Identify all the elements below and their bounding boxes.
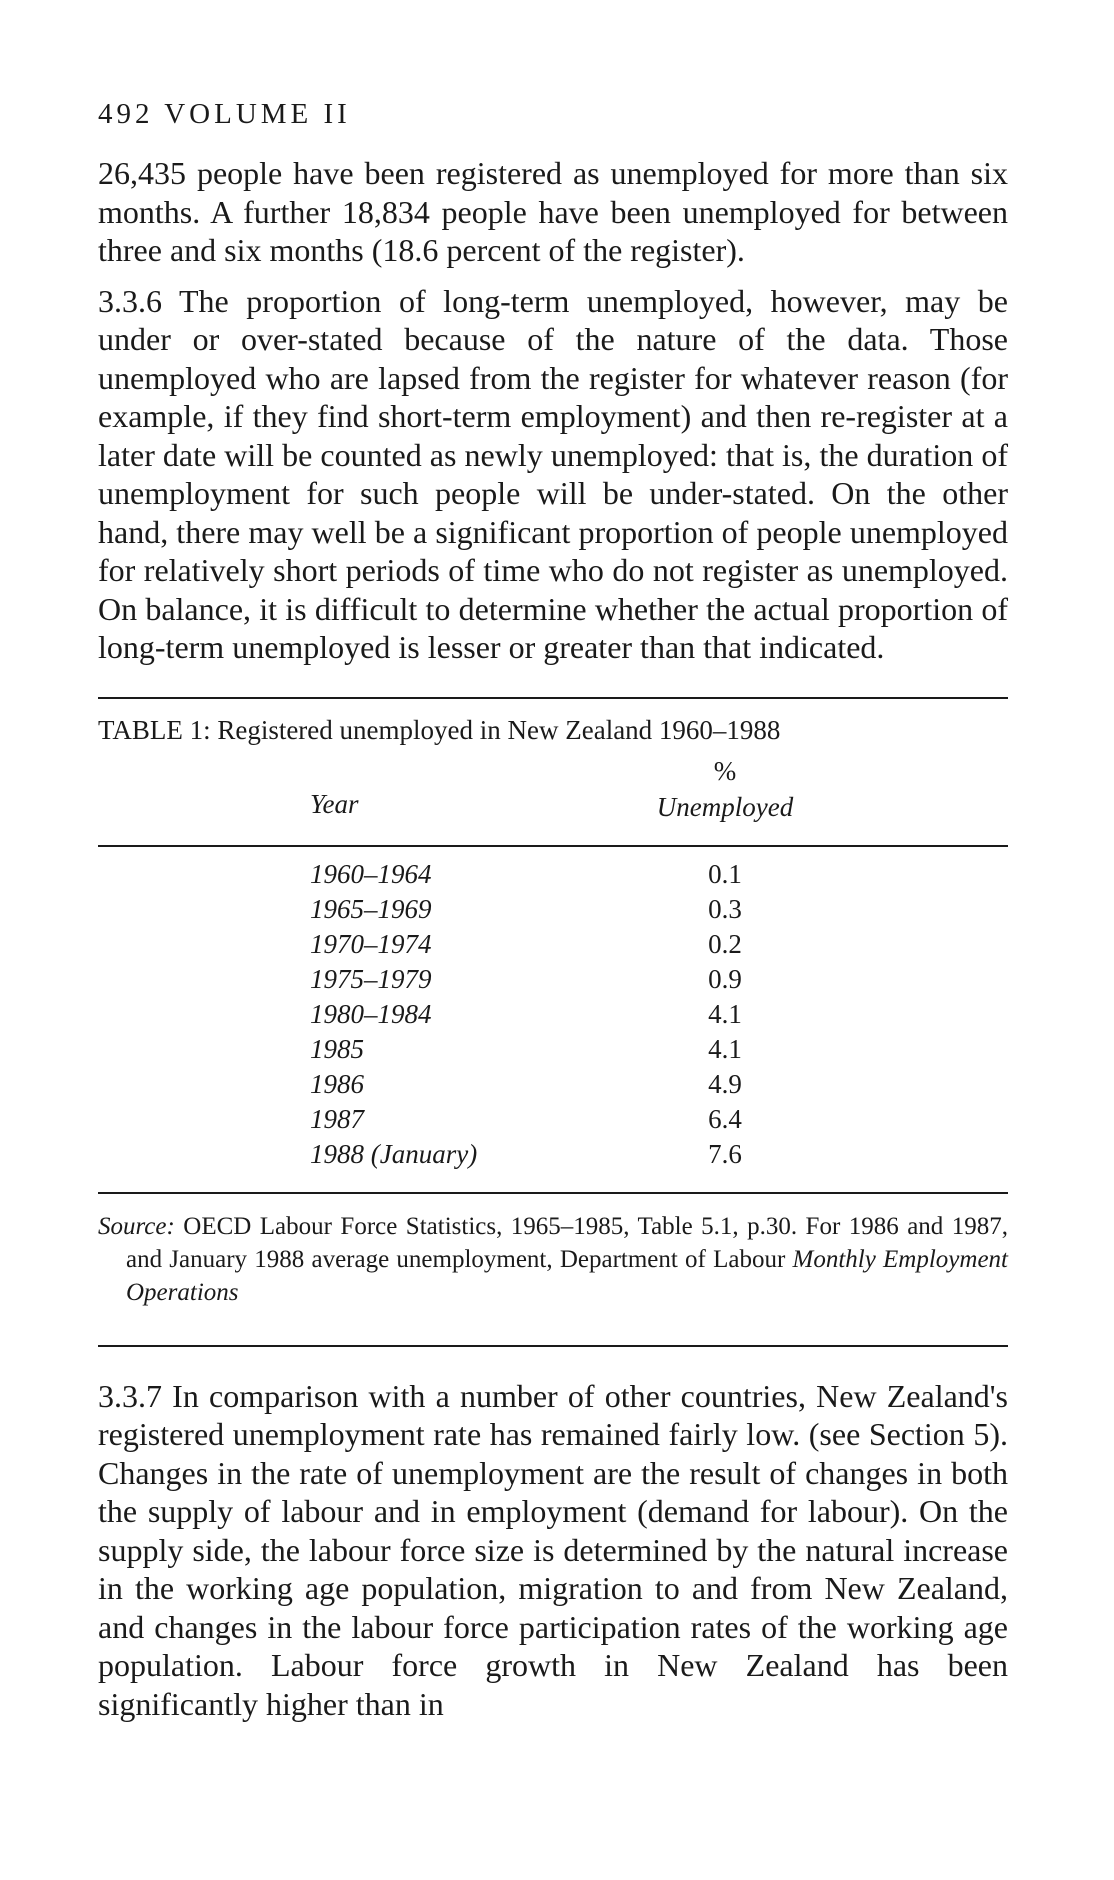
cell-year: 1975–1979 (310, 963, 432, 994)
table-row (98, 1102, 1008, 1137)
paragraph-3-3-7: 3.3.7 In comparison with a number of other countries, New Zealand's registered unemployment rate has remained fairly low. (see Section 5). Changes in the rate of unemployment are the result of changes in both the supply of labour and in employment (demand for labour). On the supply side, the labour force size is determined by the natural increase in the working age population, migration to and from New Zealand, and changes in the labour force participation rates of the working age population. Labour force growth in New Zealand has been significantly higher than in (98, 1377, 1008, 1722)
cell-year: 1986 (310, 1068, 364, 1099)
table-row (98, 1032, 1008, 1067)
cell-value: 0.2 (708, 928, 742, 959)
source-text: OECD Labour Force Statistics, 1965–1985, Table 5.1, p.30. For 1986 and 1987, and January 1988 average unemployment, Department of Labour (126, 1212, 1008, 1273)
table-caption: TABLE 1: Registered unemployed in New Zealand 1960–1988 (98, 714, 781, 745)
table-top-rule (98, 697, 1008, 699)
header-percent-unemployed (620, 753, 830, 825)
header-year: Year (310, 788, 359, 819)
cell-year: 1988 (January) (310, 1138, 478, 1169)
source-label: Source: (98, 1212, 175, 1240)
cell-year: 1970–1974 (310, 928, 432, 959)
table-row (98, 1067, 1008, 1102)
running-head: 492 VOLUME II (98, 98, 351, 130)
table-header (98, 753, 1008, 825)
table-row (98, 857, 1008, 892)
paragraph-intro: 26,435 people have been registered as unemployed for more than six months. A further 18,834 people have been unemployed for between three and six months (18.6 percent of the register). (98, 155, 1008, 268)
cell-year: 1987 (310, 1103, 364, 1134)
cell-year: 1965–1969 (310, 893, 432, 924)
table-row (98, 1137, 1008, 1172)
cell-year: 1960–1964 (310, 858, 432, 889)
table-row (98, 997, 1008, 1032)
table-bottom-rule (98, 1192, 1008, 1194)
table-row (98, 962, 1008, 997)
cell-year: 1985 (310, 1033, 364, 1064)
table-row (98, 892, 1008, 927)
cell-value: 0.3 (708, 893, 742, 924)
header-unemployed-label: Unemployed (656, 791, 794, 822)
paragraph-3-3-6: 3.3.6 The proportion of long-term unemployed, however, may be under or over-stated because of the nature of the data. Those unemployed who are lapsed from the register for whatever reason (for example, if they find short-term employment) and then re-register at a later date will be counted as newly unemployed: that is, the duration of unemployment for such people will be under-stated. On the other hand, there may well be a significant proportion of people unemployed for relatively short periods of time who do not register as unemployed. On balance, it is difficult to determine whether the actual proportion of long-term unemployed is lesser or greater than that indicated. (98, 282, 1008, 665)
table-row (98, 927, 1008, 962)
cell-value: 4.9 (708, 1068, 742, 1099)
table-source-note (98, 1210, 1008, 1309)
source-publication: Monthly Employment Operations (126, 1245, 1008, 1306)
table-header-rule (98, 845, 1008, 847)
cell-value: 6.4 (708, 1103, 742, 1134)
cell-year: 1980–1984 (310, 998, 432, 1029)
cell-value: 4.1 (708, 1033, 742, 1064)
header-percent-symbol: % (713, 755, 737, 786)
document-page (98, 96, 1008, 1723)
cell-value: 0.9 (708, 963, 742, 994)
cell-value: 4.1 (708, 998, 742, 1029)
cell-value: 0.1 (708, 858, 742, 889)
table-end-rule (98, 1345, 1008, 1347)
table-body (98, 857, 1008, 1172)
cell-value: 7.6 (708, 1138, 742, 1169)
